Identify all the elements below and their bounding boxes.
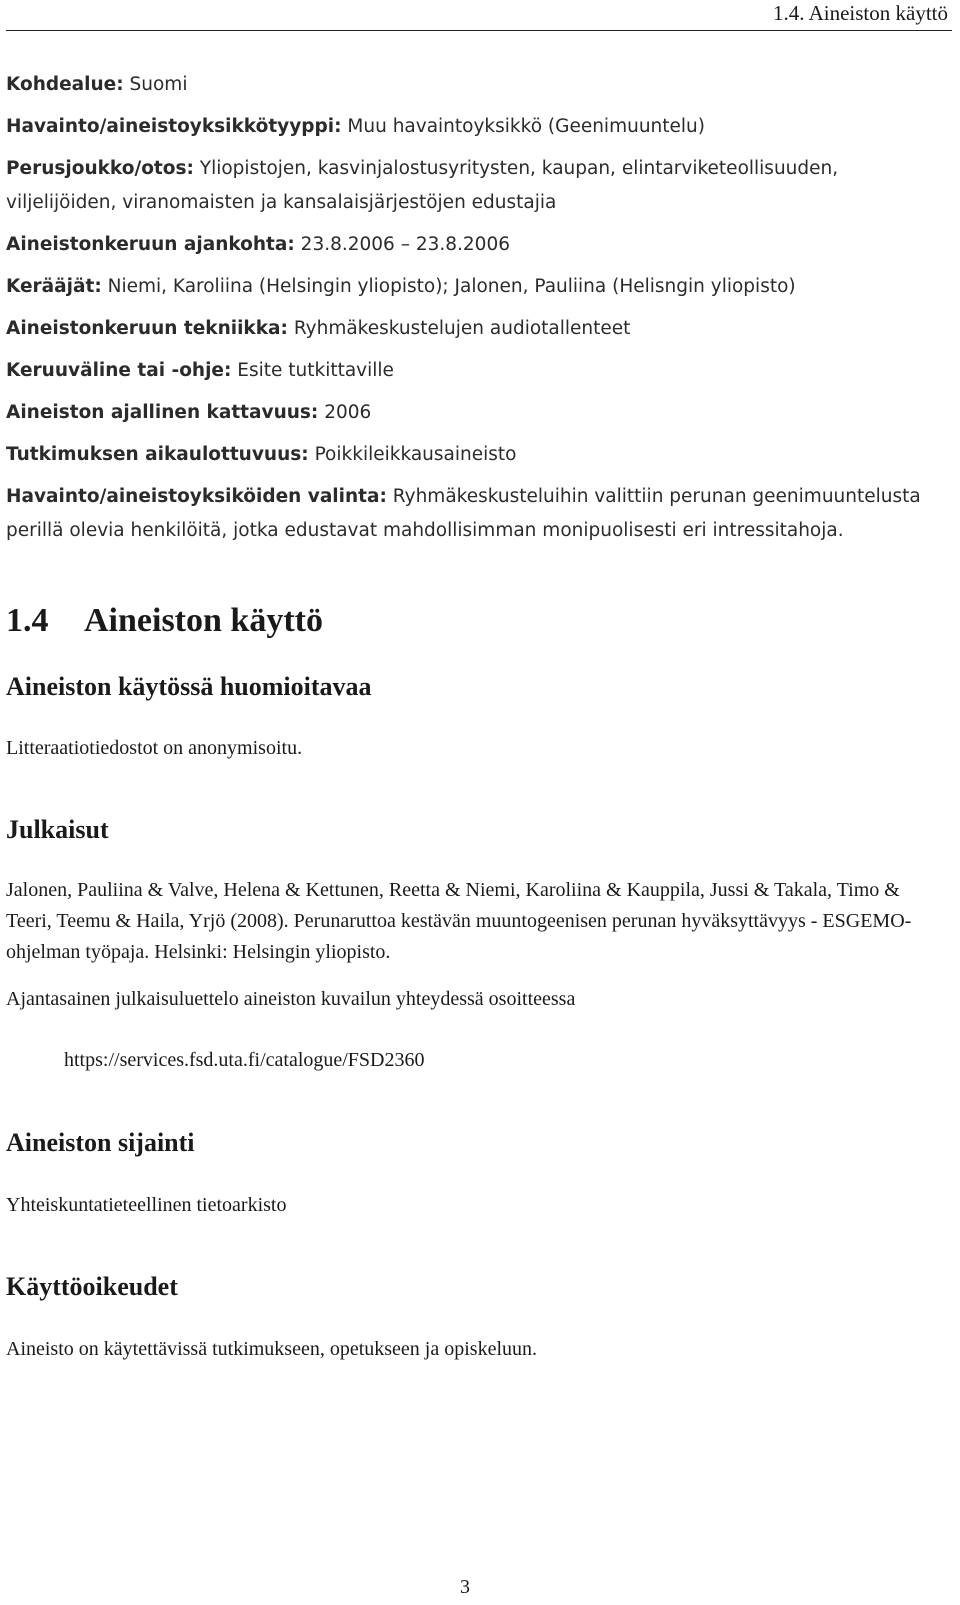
section-number: 1.4 xyxy=(6,602,49,639)
considerations-heading: Aineiston käytössä huomioitavaa xyxy=(6,672,372,701)
metadata-value: Ryhmäkeskusteluihin valittiin perunan geenimuuntelusta perillä olevia henkilöitä, jotka edustavat mahdollisimman monipuolisesti eri intressitahoja. xyxy=(6,486,921,541)
location-text: Yhteiskuntatieteellinen tietoarkisto xyxy=(6,1194,287,1216)
metadata-row-collection-period xyxy=(6,228,946,262)
metadata-row-unit-type xyxy=(6,110,946,144)
metadata-row-population xyxy=(6,152,946,220)
metadata-row-region xyxy=(6,68,946,102)
publications-heading: Julkaisut xyxy=(6,815,109,844)
section-title xyxy=(6,602,323,640)
metadata-row-time-dimension xyxy=(6,438,946,472)
access-heading: Käyttöoikeudet xyxy=(6,1272,178,1301)
metadata-key: Aineistonkeruun ajankohta: xyxy=(6,234,295,255)
metadata-value: Muu havaintoyksikkö (Geenimuuntelu) xyxy=(347,116,705,137)
metadata-row-selection xyxy=(6,480,946,548)
metadata-list xyxy=(6,68,946,556)
metadata-row-technique xyxy=(6,312,946,346)
metadata-key: Tutkimuksen aikaulottuvuus: xyxy=(6,444,309,465)
metadata-value: Esite tutkittaville xyxy=(237,360,394,381)
considerations-text: Litteraatiotiedostot on anonymisoitu. xyxy=(6,737,303,759)
metadata-key: Havainto/aineistoyksikkötyyppi: xyxy=(6,116,342,137)
section-title-text: Aineiston käyttö xyxy=(84,602,323,639)
location-heading: Aineiston sijainti xyxy=(6,1128,195,1157)
metadata-row-instrument xyxy=(6,354,946,388)
access-text: Aineisto on käytettävissä tutkimukseen, opetukseen ja opiskeluun. xyxy=(6,1338,538,1360)
metadata-key: Havainto/aineistoyksiköiden valinta: xyxy=(6,486,387,507)
metadata-value: Ryhmäkeskustelujen audiotallenteet xyxy=(293,318,631,339)
metadata-value: Yliopistojen, kasvinjalostusyritysten, kaupan, elintarviketeollisuuden, viljelijöiden, viranomaisten ja kansalaisjärjestöjen edustajia xyxy=(6,158,839,213)
metadata-value: Poikkileikkausaineisto xyxy=(314,444,517,465)
running-head: 1.4. Aineiston käyttö xyxy=(773,1,948,25)
metadata-key: Keruuväline tai -ohje: xyxy=(6,360,232,381)
catalogue-link[interactable]: https://services.fsd.uta.fi/catalogue/FSD2360 xyxy=(64,1049,425,1071)
header-rule xyxy=(6,30,952,31)
metadata-key: Perusjoukko/otos: xyxy=(6,158,194,179)
metadata-key: Aineistonkeruun tekniikka: xyxy=(6,318,288,339)
metadata-key: Kerääjät: xyxy=(6,276,102,297)
metadata-row-temporal-coverage xyxy=(6,396,946,430)
publication-citation: Jalonen, Pauliina & Valve, Helena & Kettunen, Reetta & Niemi, Karoliina & Kauppila, Jussi & Takala, Timo & Teeri, Teemu & Haila, Yrjö (2008). Perunaruttoa kestävän muuntogeenisen perunan hyväksyttävyys - ESGEMO-ohjelman työpaja. Helsinki: Helsingin yliopisto. xyxy=(6,879,912,963)
metadata-key: Kohdealue: xyxy=(6,74,124,95)
metadata-value: 2006 xyxy=(324,402,372,423)
metadata-row-collectors xyxy=(6,270,946,304)
metadata-value: Niemi, Karoliina (Helsingin yliopisto); Jalonen, Pauliina (Helisngin yliopisto) xyxy=(107,276,796,297)
metadata-key: Aineiston ajallinen kattavuus: xyxy=(6,402,319,423)
metadata-value: Suomi xyxy=(129,74,188,95)
page-number: 3 xyxy=(460,1576,470,1598)
metadata-value: 23.8.2006 – 23.8.2006 xyxy=(300,234,510,255)
publications-note: Ajantasainen julkaisuluettelo aineiston kuvailun yhteydessä osoitteessa xyxy=(6,988,576,1010)
